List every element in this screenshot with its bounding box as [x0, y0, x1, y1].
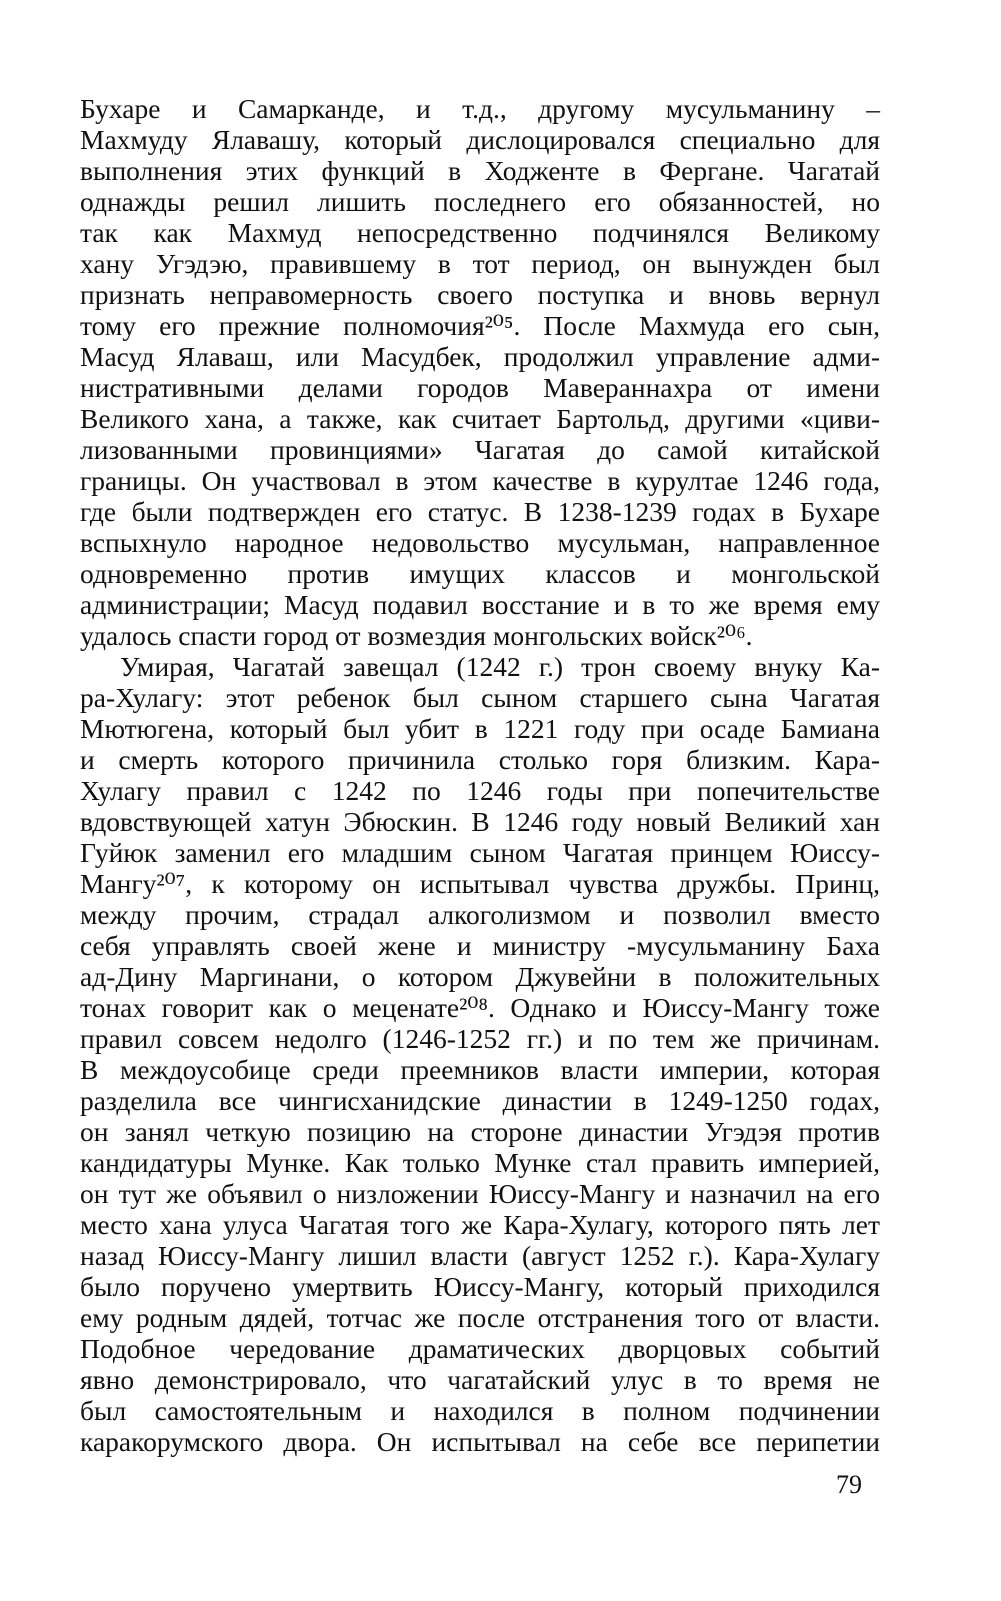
text-line: между прочим, страдал алкоголизмом и позволил вместо: [80, 899, 880, 930]
text-line: Великого хана, а также, как считает Бартольд, другими «циви-: [80, 403, 880, 434]
text-line: ему родным дядей, тотчас же после отстранения того от власти.: [80, 1302, 880, 1333]
text-line: ад-Дину Маргинани, о котором Джувейни в положительных: [80, 961, 880, 992]
text-line: удалось спасти город от возмездия монгольских войск²⁰⁶.: [80, 620, 753, 651]
page-number: 79: [836, 1470, 862, 1499]
text-line: администрации; Масуд подавил восстание и в то же время ему: [80, 589, 880, 620]
text-line: кандидатуры Мунке. Как только Мунке стал править империей,: [80, 1147, 880, 1178]
text-line: тому его прежние полномочия²⁰⁵. После Махмуда его сын,: [80, 310, 880, 341]
text-line: Бухаре и Самарканде, и т.д., другому мусульманину –: [80, 93, 880, 124]
text-line: нистративными делами городов Мавераннахра от имени: [80, 372, 880, 403]
text-line: так как Махмуд непосредственно подчинялся Великому: [80, 217, 880, 248]
text-line: Умирая, Чагатай завещал (1242 г.) трон своему внуку Ка-: [120, 651, 880, 682]
text-line: В междоусобице среди преемников власти империи, которая: [80, 1054, 880, 1085]
text-line: вдовствующей хатун Эбюскин. В 1246 году новый Великий хан: [80, 806, 880, 837]
text-line: себя управлять своей жене и министру -мусульманину Баха: [80, 930, 880, 961]
text-line: Гуйюк заменил его младшим сыном Чагатая принцем Юиссу-: [80, 837, 880, 868]
text-line: он занял четкую позицию на стороне династии Угэдэя против: [80, 1116, 880, 1147]
text-line: Хулагу правил с 1242 по 1246 годы при попечительстве: [80, 775, 880, 806]
text-line: хану Угэдэю, правившему в тот период, он вынужден был: [80, 248, 880, 279]
text-line: разделила все чингисханидские династии в 1249-1250 годах,: [80, 1085, 880, 1116]
text-line: Масуд Ялаваш, или Масудбек, продолжил управление адми-: [80, 341, 880, 372]
text-line: явно демонстрировало, что чагатайский улус в то время не: [80, 1364, 880, 1395]
text-line: Мютюгена, который был убит в 1221 году при осаде Бамиана: [80, 713, 880, 744]
text-line: место хана улуса Чагатая того же Кара-Хулагу, которого пять лет: [80, 1209, 880, 1240]
text-line: и смерть которого причинила столько горя близким. Кара-: [80, 744, 880, 775]
text-line: он тут же объявил о низложении Юиссу-Мангу и назначил на его: [80, 1178, 880, 1209]
text-line: вспыхнуло народное недовольство мусульман, направленное: [80, 527, 880, 558]
text-line: Подобное чередование драматических дворцовых событий: [80, 1333, 880, 1364]
text-line: был самостоятельным и находился в полном подчинении: [80, 1395, 880, 1426]
text-line: каракорумского двора. Он испытывал на себе все перипетии: [80, 1426, 880, 1457]
text-line: лизованными провинциями» Чагатая до самой китайской: [80, 434, 880, 465]
text-line: границы. Он участвовал в этом качестве в курултае 1246 года,: [80, 465, 880, 496]
text-line: одновременно против имущих классов и монгольской: [80, 558, 880, 589]
text-line: правил совсем недолго (1246-1252 гг.) и по тем же причинам.: [80, 1023, 880, 1054]
text-line: тонах говорит как о меценате²⁰⁸. Однако и Юиссу-Мангу тоже: [80, 992, 880, 1023]
text-line: Махмуду Ялавашу, который дислоцировался специально для: [80, 124, 880, 155]
text-line: признать неправомерность своего поступка и вновь вернул: [80, 279, 880, 310]
text-line: где были подтвержден его статус. В 1238-1239 годах в Бухаре: [80, 496, 880, 527]
text-line: однажды решил лишить последнего его обязанностей, но: [80, 186, 880, 217]
text-line: было поручено умертвить Юиссу-Мангу, который приходился: [80, 1271, 880, 1302]
text-line: Мангу²⁰⁷, к которому он испытывал чувства дружбы. Принц,: [80, 868, 880, 899]
text-line: выполнения этих функций в Ходженте в Фергане. Чагатай: [80, 155, 880, 186]
body-text: [80, 93, 880, 1457]
text-line: назад Юиссу-Мангу лишил власти (август 1252 г.). Кара-Хулагу: [80, 1240, 880, 1271]
text-line: ра-Хулагу: этот ребенок был сыном старшего сына Чагатая: [80, 682, 880, 713]
